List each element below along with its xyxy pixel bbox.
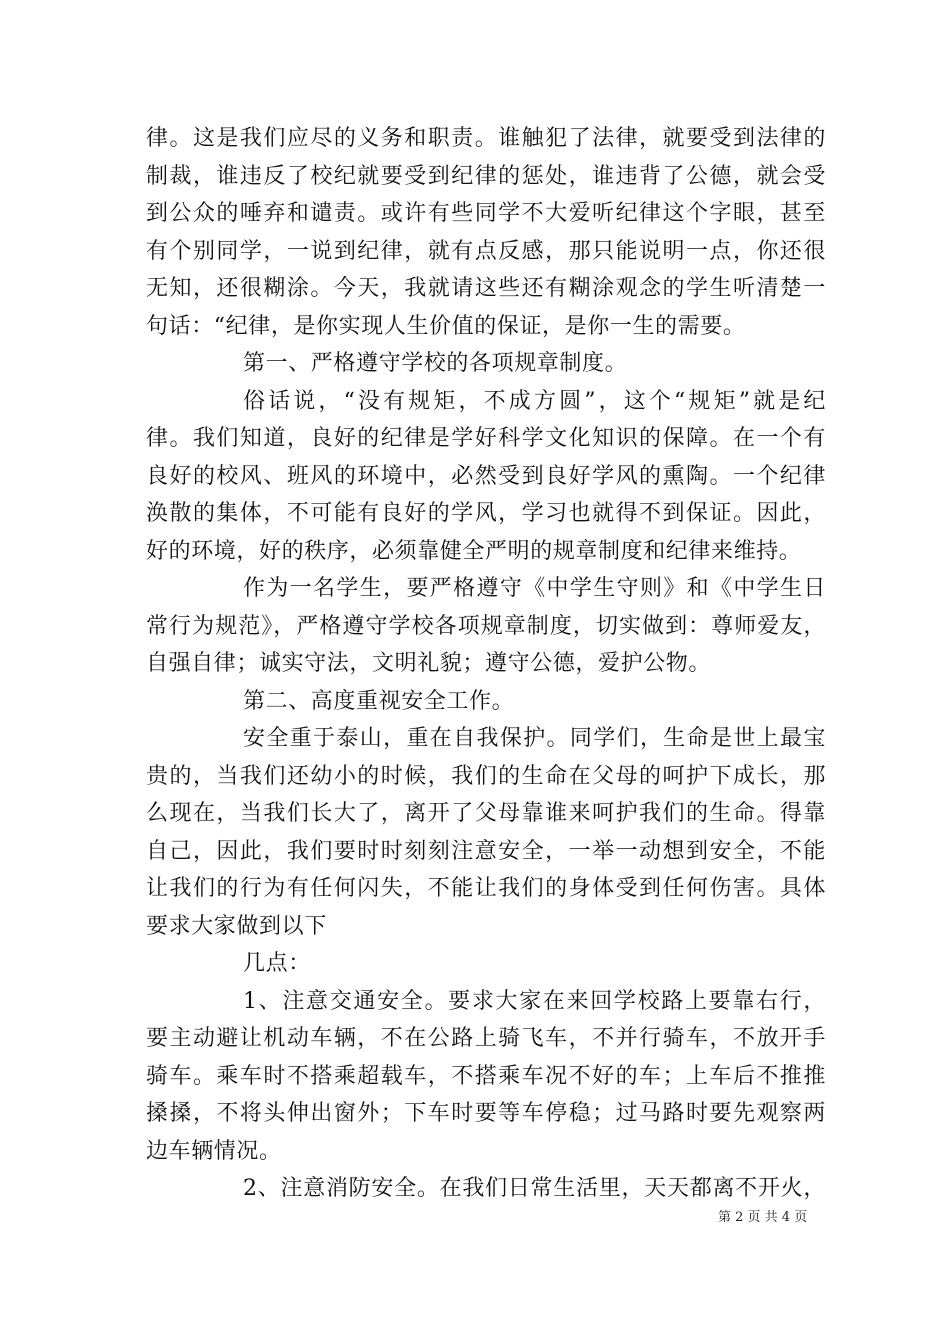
text-line: 搡搡，不将头伸出窗外；下车时要等车停稳；过马路时要先观察两 <box>146 1101 826 1126</box>
text-line: 1、注意交通安全。要求大家在来回学校路上要靠右行， <box>243 988 826 1014</box>
text-line: 句话：“纪律，是你实现人生价值的保证，是你一生的需要。 <box>146 313 746 339</box>
text-line: 安全重于泰山，重在自我保护。同学们，生命是世上最宝 <box>243 726 826 751</box>
text-line: 骑车。乘车时不搭乘超载车，不搭乘车况不好的车；上车后不推推 <box>146 1063 826 1089</box>
text-line: 么现在，当我们长大了，离开了父母靠谁来呵护我们的生命。得靠 <box>146 801 826 826</box>
text-line: 第二、高度重视安全工作。 <box>243 688 515 714</box>
text-line: 到公众的唾弃和谴责。或许有些同学不大爱听纪律这个字眼，甚至 <box>146 201 826 226</box>
text-line: 制裁，谁违反了校纪就要受到纪律的惩处，谁违背了公德，就会受 <box>146 163 826 189</box>
text-line: 律。这是我们应尽的义务和职责。谁触犯了法律，就要受到法律的 <box>146 126 826 151</box>
text-line: 让我们的行为有任何闪失，不能让我们的身体受到任何伤害。具体 <box>146 876 826 901</box>
text-line: 要主动避让机动车辆，不在公路上骑飞车，不并行骑车，不放开手 <box>146 1026 826 1051</box>
text-line: 良好的校风、班风的环境中，必然受到良好学风的熏陶。一个纪律 <box>146 463 826 489</box>
text-line: 无知，还很糊涂。今天，我就请这些还有糊涂观念的学生听清楚一 <box>146 276 826 301</box>
text-line: 律。我们知道，良好的纪律是学好科学文化知识的保障。在一个有 <box>146 426 826 451</box>
text-line: 自己，因此，我们要时时刻刻注意安全，一举一动想到安全，不能 <box>146 838 826 864</box>
text-line: 俗话说，“没有规矩，不成方圆”，这个“规矩”就是纪 <box>243 388 826 414</box>
text-line: 第一、严格遵守学校的各项规章制度。 <box>243 351 628 376</box>
text-line: 常行为规范》，严格遵守学校各项规章制度，切实做到：尊师爱友， <box>146 613 826 639</box>
text-line: 涣散的集体，不可能有良好的学风，学习也就得不到保证。因此， <box>146 501 826 526</box>
page-number-footer: 第 2 页 共 4 页 <box>718 1210 808 1225</box>
text-line: 贵的，当我们还幼小的时候，我们的生命在父母的呵护下成长，那 <box>146 763 826 789</box>
text-line: 自强自律；诚实守法，文明礼貌；遵守公德，爱护公物。 <box>146 651 712 676</box>
text-line: 要求大家做到以下 <box>146 913 327 939</box>
text-line: 有个别同学，一说到纪律，就有点反感，那只能说明一点，你还很 <box>146 238 826 264</box>
text-line: 几点： <box>243 951 311 976</box>
text-line: 2、注意消防安全。在我们日常生活里，天天都离不开火， <box>243 1176 826 1201</box>
text-line: 边车辆情况。 <box>146 1138 282 1164</box>
text-line: 作为一名学生，要严格遵守《中学生守则》和《中学生日 <box>243 576 826 601</box>
text-line: 好的环境，好的秩序，必须靠健全严明的规章制度和纪律来维持。 <box>146 538 802 564</box>
body-text <box>146 120 826 1208</box>
